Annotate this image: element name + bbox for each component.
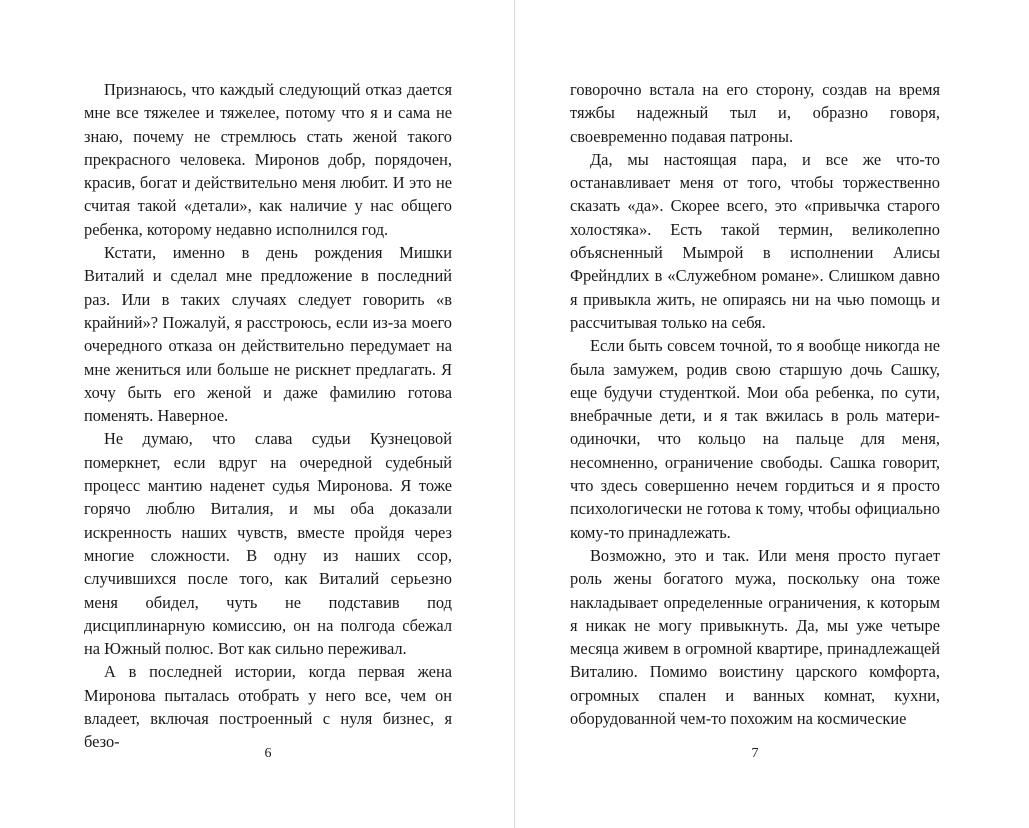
- page-number: 7: [751, 746, 759, 761]
- left-page: [0, 0, 514, 828]
- page-number: 6: [264, 746, 272, 761]
- right-page: [515, 0, 1029, 828]
- paragraph: Если быть совсем точной, то я вообще никогда не была замужем, родив свою старшую дочь Сашку, еще будучи студенткой. Мои оба ребенка, по сути, внебрачные дети, и я так вжилась в роль матери-одиночки, что кольцо на пальце для меня, несомненно, ограничение свободы. Сашка говорит, что здесь совершенно нечем гордиться и я просто психологически не готова к тому, чтобы официально кому-то принадлежать.: [570, 336, 940, 542]
- paragraph: Возможно, это и так. Или меня просто пугает роль жены богатого мужа, поскольку она тоже накладывает определенные ограничения, к которым я никак не могу привыкнуть. Да, мы уже четыре месяца живем в огромной квартире, принадлежащей Виталию. Помимо воистину царского комфорта, огромных спален и ванных комнат, кухни, оборудованной чем-то похожим на космические: [570, 545, 940, 729]
- paragraph: Признаюсь, что каждый следующий отказ дается мне все тяжелее и тяжелее, потому что я и сама не знаю, почему не стремлюсь стать женой такого прекрасного человека. Миронов добр, порядочен, красив, богат и действительно меня любит. И это не считая такой «детали», как наличие у нас общего ребенка, которому недавно исполнился год.: [84, 80, 452, 239]
- paragraph: А в последней истории, когда первая жена Миронова пыталась отобрать у него все, чем он владеет, включая построенный с нуля бизнес, я безо-: [84, 662, 452, 752]
- paragraph: Кстати, именно в день рождения Мишки Виталий и сделал мне предложение в последний раз. Или в таких случаях следует говорить «в крайний»? Пожалуй, я расстроюсь, если из-за моего очередного отказа он действительно передумает на мне жениться или больше не рискнет предлагать. Я хочу быть его женой и даже фамилию готова поменять. Наверное.: [84, 243, 452, 426]
- paragraph: Не думаю, что слава судьи Кузнецовой померкнет, если вдруг на очередной судебный процесс мантию наденет судья Миронова. Я тоже горячо люблю Виталия, и мы оба доказали искренность наших чувств, вместе пройдя через многие сложности. В одну из наших ссор, случившихся после того, как Виталий серьезно меня обидел, чуть не подставив под дисциплинарную комиссию, он на полгода сбежал на Южный полюс. Вот как сильно переживал.: [84, 429, 452, 659]
- paragraph: Да, мы настоящая пара, и все же что-то останавливает меня от того, чтобы торжественно сказать «да». Скорее всего, это «привычка старого холостяка». Есть такой термин, великолепно объясненный Мымрой в исполнении Алисы Фрейндлих в «Служебном романе». Слишком давно я привыкла жить, не опираясь ни на чью помощь и рассчитывая только на себя.: [570, 149, 940, 332]
- left-page-text: [84, 78, 452, 754]
- paragraph: говорочно встала на его сторону, создав на время тяжбы надежный тыл и, образно говоря, своевременно подавая патроны.: [570, 80, 940, 146]
- right-page-text: [570, 78, 940, 730]
